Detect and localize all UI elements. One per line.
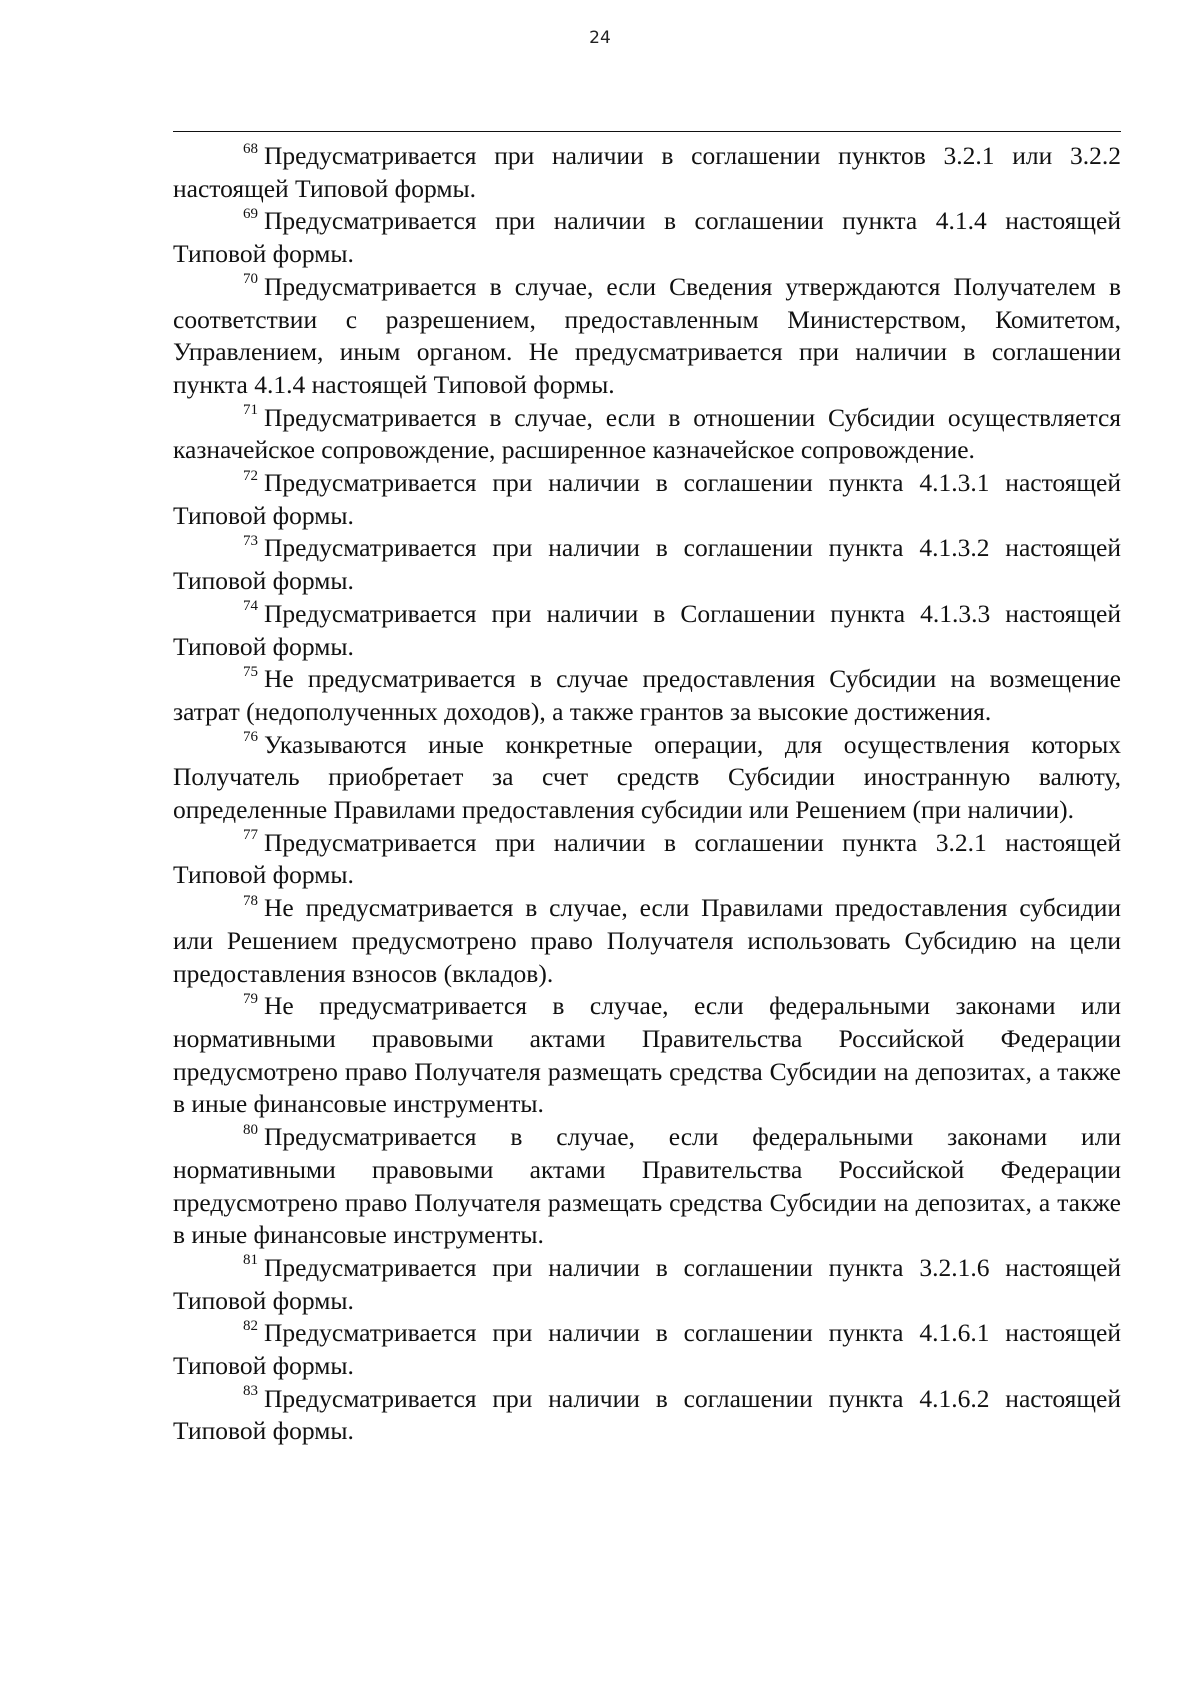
footnote-text: Предусматривается при наличии в соглашении пункта 4.1.3.1 настоящей Типовой формы. bbox=[173, 468, 1121, 530]
footnote-text: Предусматривается при наличии в соглашении пункта 3.2.1.6 настоящей Типовой формы. bbox=[173, 1252, 1121, 1315]
footnote-text: Предусматривается при наличии в соглашении пункта 4.1.6.1 настоящей Типовой формы. bbox=[173, 1318, 1121, 1381]
footnote-70 bbox=[173, 271, 1121, 402]
footnote-68 bbox=[173, 140, 1121, 205]
footnote-79 bbox=[173, 990, 1121, 1121]
footnote-81 bbox=[173, 1252, 1121, 1317]
footnote-number: 81 bbox=[243, 1252, 258, 1269]
footnote-number: 77 bbox=[243, 827, 258, 844]
footnote-text: Не предусматривается в случае, если федеральными законами или нормативными правовыми актами Правительства Российской Федерации предусмотрено право Получателя размещать средства Субсидии на депозитах, а также в иные финансовые инструменты. bbox=[173, 991, 1121, 1119]
footnote-text: Предусматривается в случае, если Сведения утверждаются Получателем в соответствии с разрешением, предоставленным Министерством, Комитетом, Управлением, иным органом. Не предусматривается при наличии в соглашении пункта 4.1.4 настоящей Типовой формы. bbox=[173, 271, 1121, 399]
footnote-text: Предусматривается при наличии в соглашении пункта 3.2.1 настоящей Типовой формы. bbox=[173, 827, 1121, 890]
footnote-number: 75 bbox=[243, 663, 258, 680]
footnote-number: 68 bbox=[243, 140, 258, 157]
footnote-number: 69 bbox=[243, 205, 258, 222]
footnote-75 bbox=[173, 663, 1121, 728]
footnote-69 bbox=[173, 205, 1121, 270]
footnote-text: Не предусматривается в случае предоставления Субсидии на возмещение затрат (недополученных доходов), а также грантов за высокие достижения. bbox=[173, 664, 1121, 726]
footnote-71 bbox=[173, 402, 1121, 467]
footnote-number: 80 bbox=[243, 1121, 258, 1138]
footnote-number: 72 bbox=[243, 467, 258, 484]
footnote-text: Предусматривается в случае, если в отношении Субсидии осуществляется казначейское сопровождение, расширенное казначейское сопровождение. bbox=[173, 402, 1121, 465]
footnote-text: Указываются иные конкретные операции, для осуществления которых Получатель приобретает за счет средств Субсидии иностранную валюту, определенные Правилами предоставления субсидии или Решением (при наличии). bbox=[173, 729, 1121, 825]
footnote-number: 74 bbox=[243, 598, 258, 615]
footnote-text: Предусматривается в случае, если федеральными законами или нормативными правовыми актами Правительства Российской Федерации предусмотрено право Получателя размещать средства Субсидии на депозитах, а также в иные финансовые инструменты. bbox=[173, 1122, 1121, 1250]
footnote-number: 79 bbox=[243, 990, 258, 1007]
footnote-number: 70 bbox=[243, 271, 258, 288]
footnote-72 bbox=[173, 467, 1121, 532]
footnote-82 bbox=[173, 1317, 1121, 1382]
footnote-text: Предусматривается при наличии в Соглашении пункта 4.1.3.3 настоящей Типовой формы. bbox=[173, 598, 1121, 661]
footnote-number: 73 bbox=[243, 532, 258, 549]
footnote-number: 82 bbox=[243, 1317, 258, 1334]
footnote-number: 76 bbox=[243, 729, 258, 746]
footnote-80 bbox=[173, 1121, 1121, 1252]
footnote-78 bbox=[173, 892, 1121, 990]
footnote-number: 83 bbox=[243, 1383, 258, 1400]
footnote-83 bbox=[173, 1383, 1121, 1448]
footnote-text: Не предусматривается в случае, если Правилами предоставления субсидии или Решением предусмотрено право Получателя использовать Субсидию на цели предоставления взносов (вкладов). bbox=[173, 893, 1121, 988]
footnote-text: Предусматривается при наличии в соглашении пунктов 3.2.1 или 3.2.2 настоящей Типовой формы. bbox=[173, 141, 1121, 203]
footnotes-list bbox=[173, 140, 1121, 1448]
footnote-73 bbox=[173, 532, 1121, 597]
footnote-text: Предусматривается при наличии в соглашении пункта 4.1.3.2 настоящей Типовой формы. bbox=[173, 533, 1121, 596]
footnote-text: Предусматривается при наличии в соглашении пункта 4.1.6.2 настоящей Типовой формы. bbox=[173, 1383, 1121, 1446]
footnote-text: Предусматривается при наличии в соглашении пункта 4.1.4 настоящей Типовой формы. bbox=[173, 206, 1121, 269]
footnote-77 bbox=[173, 827, 1121, 892]
footnote-number: 71 bbox=[243, 402, 258, 419]
page-number: 24 bbox=[589, 28, 611, 48]
footnote-number: 78 bbox=[243, 892, 258, 909]
footnote-76 bbox=[173, 729, 1121, 827]
footnote-separator bbox=[173, 131, 1121, 132]
footnote-74 bbox=[173, 598, 1121, 663]
